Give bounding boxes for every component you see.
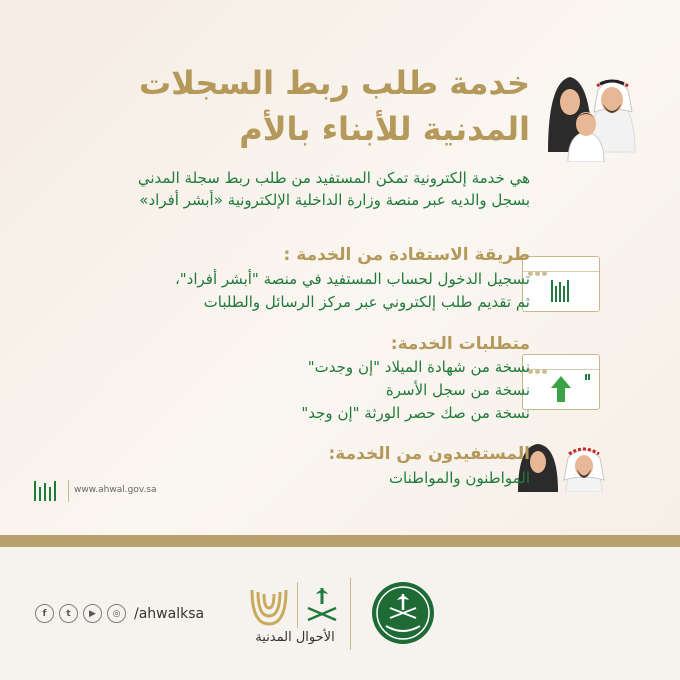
method-line-2: ثم تقديم طلب إلكتروني عبر مركز الرسائل والطلبات: [203, 293, 530, 311]
youtube-icon[interactable]: ▶: [83, 604, 102, 623]
saudi-emblem-icon: [302, 584, 342, 628]
intro-line-1: هي خدمة إلكترونية تمكن المستفيد من طلب ربط سجلة المدني: [137, 169, 530, 187]
civil-affairs-logo: [248, 584, 290, 628]
requirement-item-2: نسخة من سجل الأسرة: [385, 381, 530, 399]
upload-window-icon: [522, 354, 600, 410]
method-text: [110, 268, 530, 314]
requirements-list: [110, 356, 530, 425]
website-link[interactable]: www.ahwal.gov.sa: [74, 485, 157, 495]
intro-line-2: بسجل والديه عبر منصة وزارة الداخلية الإلكترونية «أبشر أفراد»: [139, 191, 530, 209]
social-links: [35, 604, 204, 623]
social-handle[interactable]: /ahwalksa: [134, 605, 205, 622]
beneficiaries-text: المواطنون والمواطنات: [388, 469, 530, 487]
method-line-1: تسجيل الدخول لحساب المستفيد في منصة "أبشر أفراد"،: [174, 270, 530, 288]
ministry-emblem: [370, 580, 436, 646]
beneficiaries-heading: المستفيدون من الخدمة:: [328, 444, 530, 464]
requirement-item-1: نسخة من شهادة الميلاد "إن وجدت": [307, 358, 530, 376]
civil-affairs-label: الأحوال المدنية: [255, 630, 335, 645]
title-line-1: خدمة طلب ربط السجلات: [138, 64, 530, 102]
family-illustration: [540, 62, 640, 162]
absher-divider: [68, 480, 69, 502]
footer-divider: [350, 578, 351, 650]
page-title: [110, 60, 530, 152]
instagram-icon[interactable]: ◎: [107, 604, 126, 623]
logo-divider: [297, 582, 298, 628]
twitter-icon[interactable]: t: [59, 604, 78, 623]
method-heading: طريقة الاستفادة من الخدمة :: [283, 245, 530, 265]
absher-logo: [30, 479, 64, 503]
title-line-2: المدنية للأبناء بالأم: [239, 110, 530, 148]
gold-divider-bar: [0, 535, 680, 547]
facebook-icon[interactable]: f: [35, 604, 54, 623]
service-description: [30, 167, 530, 211]
requirement-item-3: نسخة من صك حصر الورثة "إن وجد": [301, 404, 530, 422]
requirements-heading: متطلبات الخدمة:: [390, 334, 530, 354]
absher-window-icon: [522, 256, 600, 312]
